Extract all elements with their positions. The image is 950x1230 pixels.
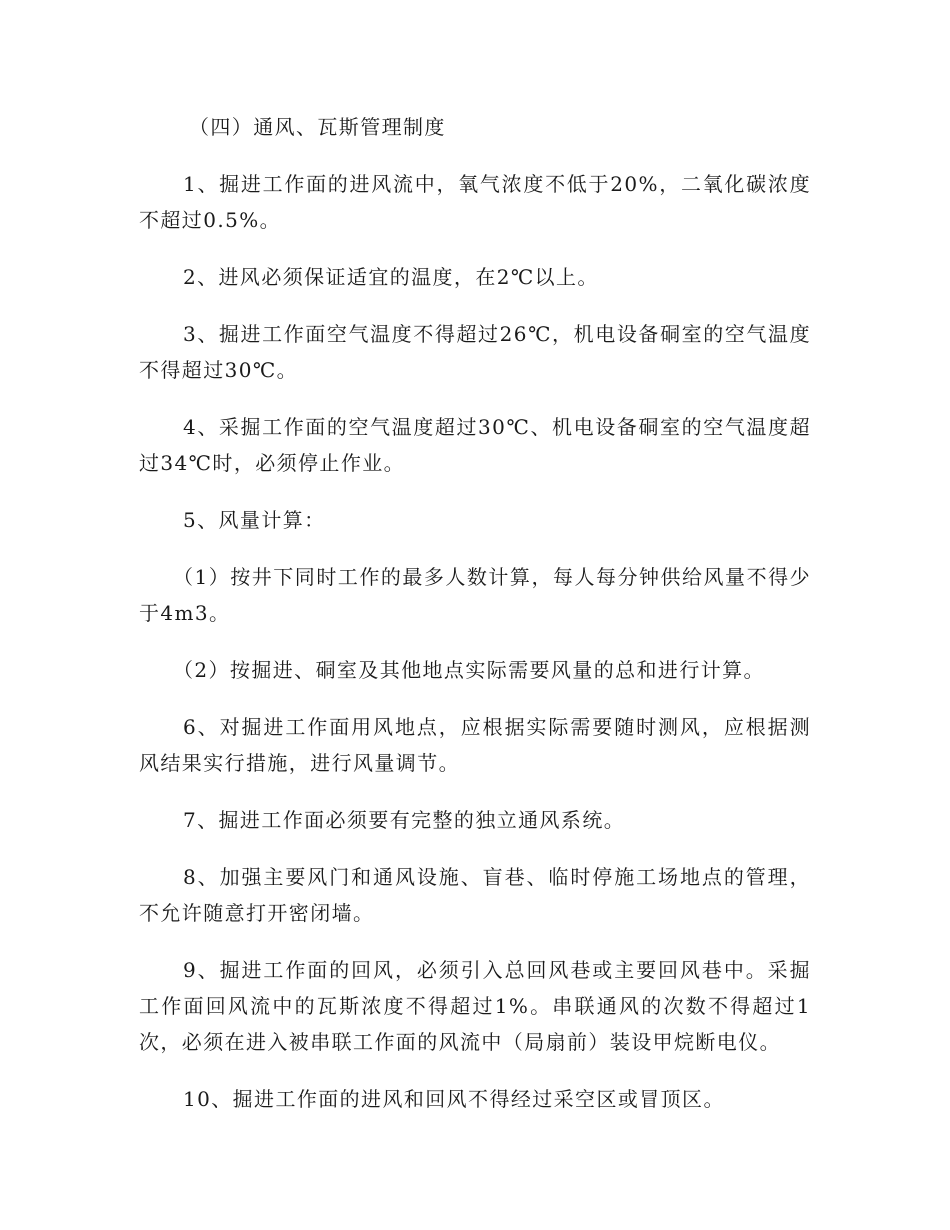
paragraph-return-air-gas: 9、掘进工作面的回风，必须引入总回风巷或主要回风巷中。采掘工作面回风流中的瓦斯浓度不得超过1%。串联通风的次数不得超过1次，必须在进入被串联工作面的风流中（局扇前）装设甲烷断电仪。 [139,958,811,1054]
paragraph-oxygen-concentration: 1、掘进工作面的进风流中，氧气浓度不低于20%，二氧化碳浓度不超过0.5%。 [139,172,811,232]
section-heading: （四）通风、瓦斯管理制度 [189,115,446,139]
paragraph-calc-by-people: （1）按井下同时工作的最多人数计算，每人每分钟供给风量不得少于4m3。 [139,565,811,625]
paragraph-intake-temperature: 2、进风必须保证适宜的温度，在2℃以上。 [183,265,599,289]
document-body [139,109,811,1138]
paragraph-air-door-management: 8、加强主要风门和通风设施、盲巷、临时停施工场地点的管理，不允许随意打开密闭墙。 [139,865,811,925]
paragraph-goaf-restriction: 10、掘进工作面的进风和回风不得经过采空区或冒顶区。 [183,1087,725,1111]
paragraph-air-volume-calculation: 5、风量计算： [183,508,326,532]
paragraph-independent-ventilation: 7、掘进工作面必须要有完整的独立通风系统。 [183,808,626,832]
paragraph-calc-by-locations: （2）按掘进、硐室及其他地点实际需要风量的总和进行计算。 [173,658,765,682]
paragraph-air-temperature-limit: 3、掘进工作面空气温度不得超过26℃，机电设备硐室的空气温度不得超过30℃。 [139,322,811,382]
paragraph-stop-work-temperature: 4、采掘工作面的空气温度超过30℃、机电设备硐室的空气温度超过34℃时，必须停止作业。 [139,415,811,475]
paragraph-wind-measurement: 6、对掘进工作面用风地点，应根据实际需要随时测风，应根据测风结果实行措施，进行风量调节。 [139,715,811,775]
